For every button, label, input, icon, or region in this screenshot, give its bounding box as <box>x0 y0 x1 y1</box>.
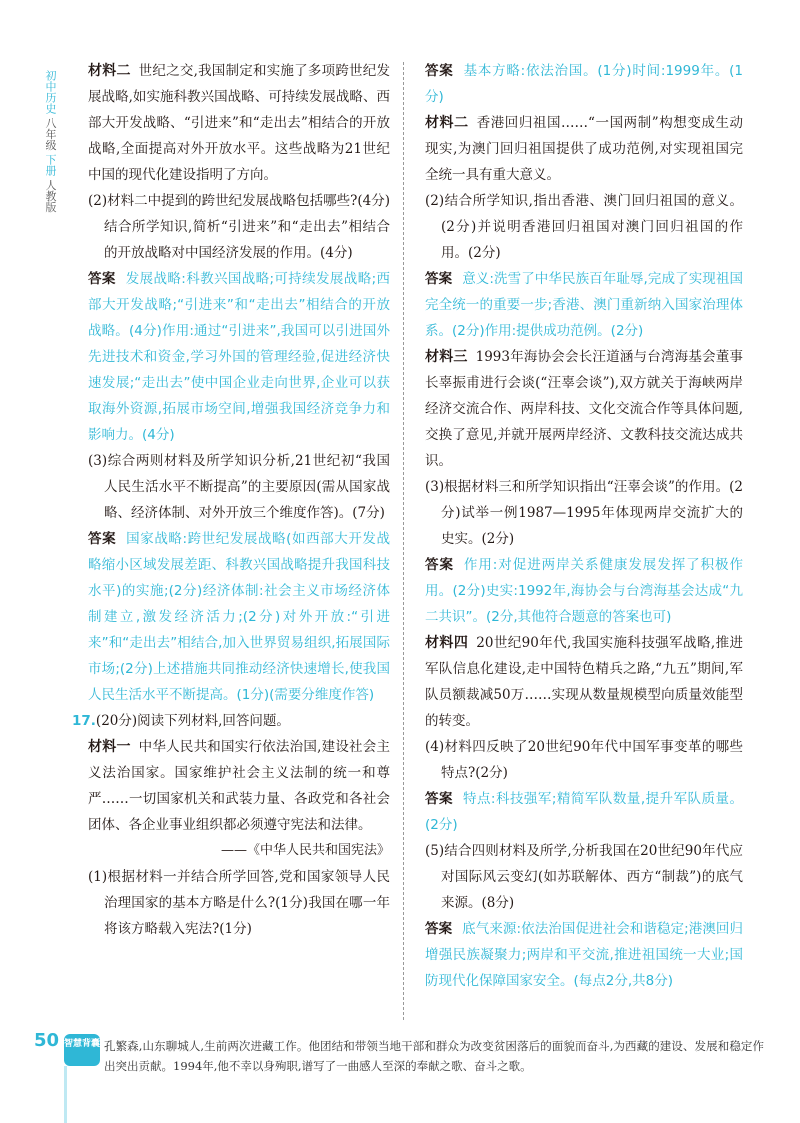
answer-3-left <box>88 526 390 708</box>
material-text: 1993年海协会会长汪道涵与台湾海基会董事长辜振甫进行会谈(“汪辜会谈”),双方就关于海峡两岸经济交流合作、两岸科技、文化交流合作等具体问题,交换了意见,并就开展两岸经济、文教科技交流达成共识。 <box>425 349 744 469</box>
side-label-edition: 人教版 <box>44 179 57 213</box>
question-17-text: (20分)阅读下列材料,回答问题。 <box>95 713 290 729</box>
page-number: 50 <box>34 1030 60 1051</box>
column-divider <box>403 62 404 1020</box>
material-text: 20世纪90年代,我国实施科技强军战略,推进军队信息化建设,走中国特色精兵之路,“九五”期间,军队员额裁减50万……实现从数量规模型向质量效能型的转变。 <box>425 635 743 729</box>
material-2-left <box>88 58 390 188</box>
answer-tag: 答案 <box>425 791 453 807</box>
material-source: ——《中华人民共和国宪法》 <box>220 843 390 858</box>
answer-text: 基本方略:依法治国。(1分)时间:1999年。(1分) <box>425 63 744 105</box>
material-2-right <box>425 110 743 188</box>
question-number: 17. <box>72 713 96 729</box>
answer-2-right <box>425 266 743 344</box>
material-title: 材料三 <box>425 349 468 365</box>
answer-tag: 答案 <box>425 557 454 573</box>
answer-text: 作用:对促进两岸关系健康发展发挥了积极作用。(2分)史实:1992年,海协会与台湾海基会达成“九二共识”。(2分,其他符合题意的答案也可) <box>425 557 743 625</box>
question-1: (1)根据材料一并结合所学回答,党和国家领导人民治理国家的基本方略是什么?(1分)我国在哪一年将该方略载入宪法?(1分) <box>88 869 390 937</box>
question-2-left: (2)材料二中提到的跨世纪发展战略包括哪些?(4分)结合所学知识,简析“引进来”和“走出去”相结合的开放战略对中国经济发展的作用。(4分) <box>88 193 390 261</box>
material-title: 材料一 <box>88 739 131 755</box>
question-3-left: (3)综合两则材料及所学知识分析,21世纪初“我国人民生活水平不断提高”的主要原因(需从国家战略、经济体制、对外开放三个维度作答)。(7分) <box>88 453 390 521</box>
material-title: 材料二 <box>88 63 131 79</box>
question-2-right: (2)结合所学知识,指出香港、澳门回归祖国的意义。(2分)并说明香港回归祖国对澳门回归祖国的作用。(2分) <box>425 193 743 261</box>
answer-5 <box>425 916 743 994</box>
question-5: (5)结合四则材料及所学,分析我国在20世纪90年代应对国际风云变幻(如苏联解体、西方“制裁”)的底气来源。(8分) <box>425 843 743 911</box>
answer-text: 国家战略:跨世纪发展战略(如西部大开发战略缩小区域发展差距、科教兴国战略提升我国科技水平)的实施;(2分)经济体制:社会主义市场经济体制建立,激发经济活力;(2分)对外开放:“引进来”和“走出去”相结合,加入世界贸易组织,拓展国际市场;(2分)上述措施共同推动经济快速增长,使我国人民生活水平不断提高。(1分)(需要分维度作答) <box>88 531 390 703</box>
answer-1 <box>425 58 743 110</box>
answer-4 <box>425 786 743 838</box>
material-text: 中华人民共和国实行依法治国,建设社会主义法治国家。国家维护社会主义法制的统一和尊严……一切国家机关和武装力量、各政党和各社会团体、各企业事业组织都必须遵守宪法和法律。 <box>88 739 390 833</box>
left-column <box>72 58 390 942</box>
question-4: (4)材料四反映了20世纪90年代中国军事变革的哪些特点?(2分) <box>425 739 743 781</box>
answer-text: 底气来源:依法治国促进社会和谐稳定;港澳回归增强民族凝聚力;两岸和平交流,推进祖国统一大业;国防现代化保障国家安全。(每点2分,共8分) <box>425 921 743 989</box>
right-column <box>425 58 743 994</box>
answer-tag: 答案 <box>425 921 453 937</box>
answer-tag: 答案 <box>88 271 116 287</box>
page-footer <box>0 1030 800 1123</box>
answer-tag: 答案 <box>425 63 454 79</box>
material-title: 材料二 <box>425 115 469 131</box>
material-3 <box>425 344 743 474</box>
side-label <box>38 70 56 213</box>
question-3-right: (3)根据材料三和所学知识指出“汪辜会谈”的作用。(2分)试举一例1987—1995年体现两岸交流扩大的史实。(2分) <box>425 479 743 547</box>
answer-tag: 答案 <box>88 531 117 547</box>
answer-text: 发展战略:科教兴国战略;可持续发展战略;西部大开发战略;“引进来”和“走出去”相结合的开放战略。(4分)作用:通过“引进来”,我国可以引进国外先进技术和资金,学习外国的管理经验,促进经济快速发展;“走出去”使中国企业走向世界,企业可以获取海外资源,拓展市场空间,增强我国经济竞争力和影响力。(4分) <box>88 271 390 443</box>
material-title: 材料四 <box>425 635 469 651</box>
material-4 <box>425 630 743 734</box>
material-text: 香港回归祖国……“一国两制”构想变成生动现实,为澳门回归祖国提供了成功范例,对实现祖国完全统一具有重大意义。 <box>425 115 743 183</box>
material-1 <box>88 734 390 838</box>
question-17-header <box>72 708 390 734</box>
answer-text: 意义:洗雪了中华民族百年耻辱,完成了实现祖国完全统一的重要一步;香港、澳门重新纳入国家治理体系。(2分)作用:提供成功范例。(2分) <box>425 271 743 339</box>
wisdom-badge: 智慧背囊 <box>64 1034 100 1066</box>
footer-note: 孔繁森,山东聊城人,生前两次进藏工作。他团结和带领当地干部和群众为改变贫困落后的面貌而奋斗,为西藏的建设、发展和稳定作出突出贡献。1994年,他不幸以身殉职,谱写了一曲感人至深的奉献之歌、奋斗之歌。 <box>104 1039 764 1073</box>
answer-2-left <box>88 266 390 448</box>
side-label-volume: 下册 <box>44 154 57 176</box>
answer-tag: 答案 <box>425 271 453 287</box>
footer-strip <box>64 1066 67 1123</box>
side-label-subject: 初中历史 <box>44 70 57 114</box>
answer-text: 特点:科技强军;精简军队数量,提升军队质量。(2分) <box>425 791 743 833</box>
material-text: 世纪之交,我国制定和实施了多项跨世纪发展战略,如实施科教兴国战略、可持续发展战略、西部大开发战略、“引进来”和“走出去”相结合的开放战略,全面提高对外开放水平。这些战略为21世纪中国的现代化建设指明了方向。 <box>88 63 390 183</box>
answer-3-right <box>425 552 743 630</box>
side-label-grade: 八年级 <box>44 117 57 151</box>
